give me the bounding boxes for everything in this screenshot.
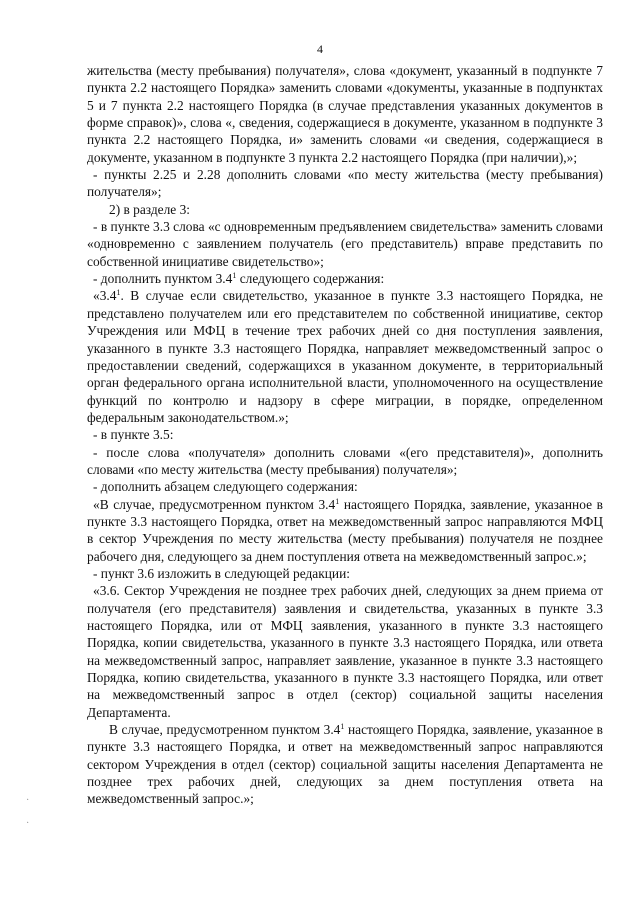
paragraph-add-abzac: - дополнить абзацем следующего содержания: <box>93 479 358 495</box>
text-run: - дополнить пунктом 3.4 <box>93 271 233 287</box>
paragraph-case-3-4-sector <box>87 721 603 808</box>
text-run: «3.4 <box>93 288 117 304</box>
paragraph-point-3-6-text: «3.6. Сектор Учреждения не позднее трех рабочих дней, следующих за днем приема от получателя (его представителя) заявления и свидетельства, указанных в пункте 3.3 настоящего Порядка, или от МФЦ заявления, указанного в пункте 3.3 настоящего Порядка, копии свидетельства, указанного в пункте 3.3 настоящего Порядка, или ответа на межведомственный запрос, направляет заявление, указанное в пункте 3.3 настоящего Порядка, копию свидетельства, указанного в пункте 3.3 настоящего Порядка, или ответ на межведомственный запрос в отдел (сектор) социальной защиты населения Департамента. <box>87 583 603 720</box>
paragraph-point-3-3: - в пункте 3.3 слова «с одновременным предъявлением свидетельства» заменить словами «одновременно с заявлением получатель (его представитель) вправе представить по собственной инициативе свидетельство»; <box>87 219 603 269</box>
superscript: 1 <box>335 496 340 506</box>
superscript: 1 <box>340 722 345 732</box>
text-run: . В случае если свидетельство, указанное в пункте 3.3 настоящего Порядка, не представлено получателем или его представителем по собственной инициативе, сектор Учреждения или МФЦ в течение трех рабочих дней со дня поступления заявления, указанного в пункте 3.3 настоящего Порядка, направляет межведомственный запрос о предоставлении сведений, содержащихся в указанном документе, в территориальный орган федерального органа исполнительной власти, уполномоченного на осуществление функций по контролю и надзору в сфере миграции, в порядке, определенном федеральным законодательством.»; <box>87 288 603 425</box>
superscript: 1 <box>232 271 237 281</box>
paragraph-section-3: 2) в разделе 3: <box>109 201 191 217</box>
document-body <box>87 62 603 808</box>
text-run: настоящего Порядка, заявление, указанное в пункте 3.3 настоящего Порядка, и ответ на межведомственный запрос направляются сектором Учреждения в отдел (сектор) социальной защиты населения Департамента не позднее трех рабочих дней, следующих за днем поступления ответа на межведомственный запрос.»; <box>87 722 603 807</box>
paragraph-point-3-4-text <box>87 287 603 426</box>
text-run: настоящего Порядка, заявление, указанное в пункте 3.3 настоящего Порядка, ответ на межведомственный запрос направляются МФЦ в сектор Учреждения по месту жительства (месту пребывания) получателя не позднее рабочего дня, следующего за днем поступления ответа на межведомственный запрос.»; <box>87 496 603 564</box>
superscript: 1 <box>116 288 121 298</box>
text-run: следующего содержания: <box>236 271 385 287</box>
text-run: В случае, предусмотренном пунктом 3.4 <box>109 722 341 738</box>
paragraph-points-2-25-2-28: - пункты 2.25 и 2.28 дополнить словами «по месту жительства (месту пребывания) получателя»; <box>87 167 603 200</box>
page-number: 4 <box>317 42 323 56</box>
paragraph-add-point-3-4 <box>87 270 603 287</box>
paragraph-case-3-4-mfc <box>87 496 603 565</box>
paragraph-after-word: - после слова «получателя» дополнить словами «(его представителя)», дополнить словами «по месту жительства (месту пребывания) получателя»; <box>87 444 603 477</box>
text-run: «В случае, предусмотренном пунктом 3.4 <box>93 496 336 512</box>
paragraph-continuation: жительства (месту пребывания) получателя», слова «документ, указанный в подпункте 7 пункта 2.2 настоящего Порядка» заменить словами «документы, указанные в подпунктах 5 и 7 пункта 2.2 настоящего Порядка (в случае представления указанных документов в форме справок)», слова «, сведения, содержащиеся в документе, указанном в подпункте 3 пункта 2.2 настоящего Порядка, и» заменить словами «и сведения, содержащиеся в документе, указанном в подпункте 3 пункта 2.2 настоящего Порядка (при наличии),»; <box>87 63 603 165</box>
margin-mark: · <box>26 818 30 829</box>
margin-mark: · <box>26 795 30 806</box>
paragraph-point-3-6-heading: - пункт 3.6 изложить в следующей редакции: <box>93 565 350 581</box>
paragraph-point-3-5: - в пункте 3.5: <box>93 427 174 443</box>
